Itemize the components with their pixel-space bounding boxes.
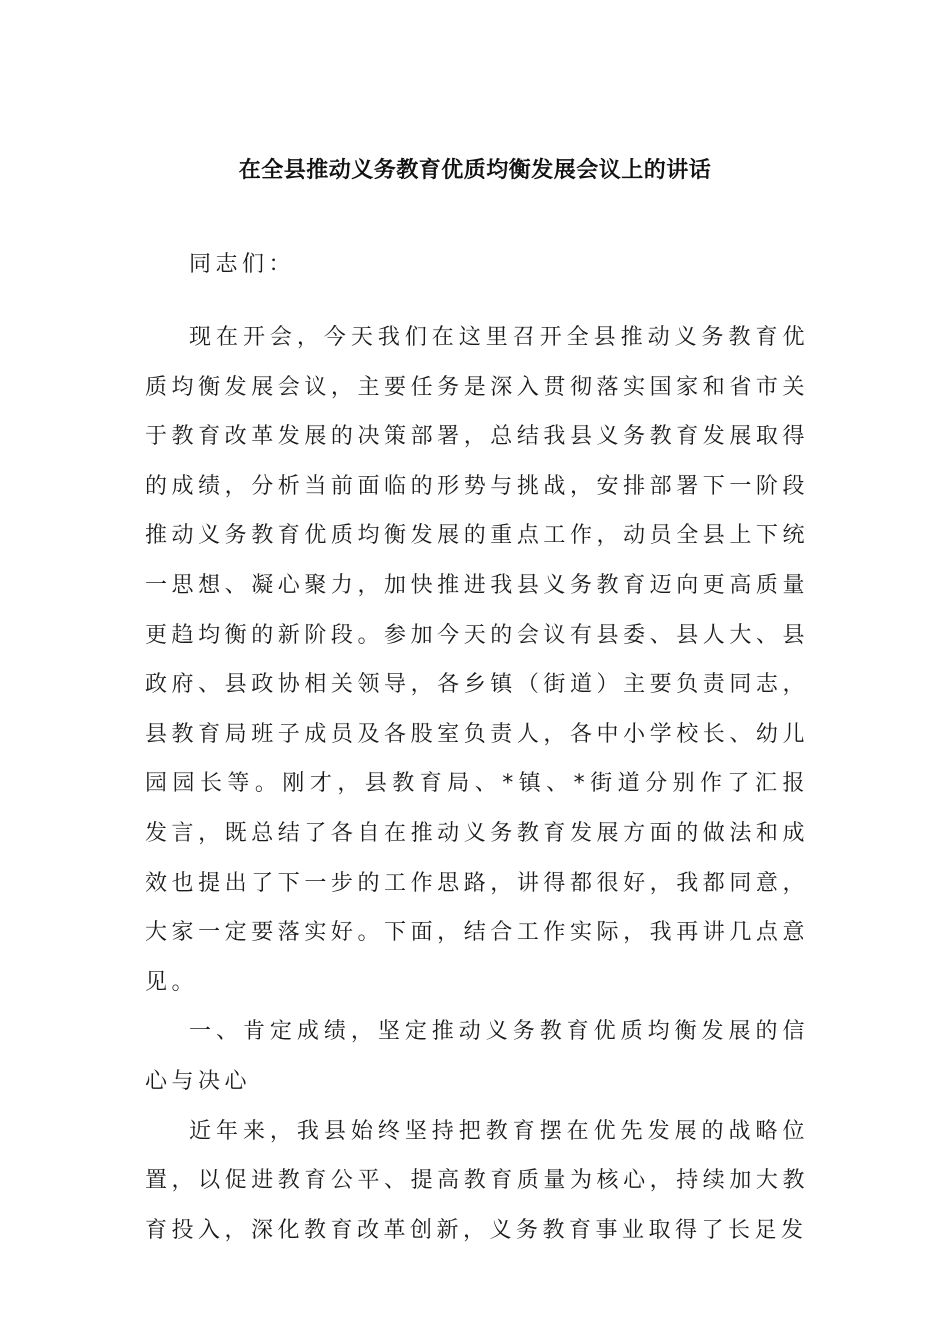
paragraph-opening: 现在开会，今天我们在这里召开全县推动义务教育优质均衡发展会议，主要任务是深入贯彻落实国家和省市关于教育改革发展的决策部署，总结我县义务教育发展取得的成绩，分析当前面临的形势与挑战，安排部署下一阶段推动义务教育优质均衡发展的重点工作，动员全县上下统一思想、凝心聚力，加快推进我县义务教育迈向更高质量更趋均衡的新阶段。参加今天的会议有县委、县人大、县政府、县政协相关领导，各乡镇（街道）主要负责同志，县教育局班子成员及各股室负责人，各中小学校长、幼儿园园长等。刚才，县教育局、*镇、*街道分别作了汇报发言，既总结了各自在推动义务教育发展方面的做法和成效也提出了下一步的工作思路，讲得都很好，我都同意，大家一定要落实好。下面，结合工作实际，我再讲几点意见。: [145, 325, 809, 995]
document-title: 在全县推动义务教育优质均衡发展会议上的讲话: [238, 157, 712, 183]
section-heading-1: 一、肯定成绩，坚定推动义务教育优质均衡发展的信心与决心: [145, 1019, 809, 1094]
greeting: 同志们：: [189, 252, 296, 277]
greeting-block: [145, 240, 809, 290]
paragraph-achievements: 近年来，我县始终坚持把教育摆在优先发展的战略位置，以促进教育公平、提高教育质量为核心，持续加大教育投入，深化教育改革创新，义务教育事业取得了长足发: [145, 1118, 809, 1243]
document-body: [145, 313, 809, 1255]
